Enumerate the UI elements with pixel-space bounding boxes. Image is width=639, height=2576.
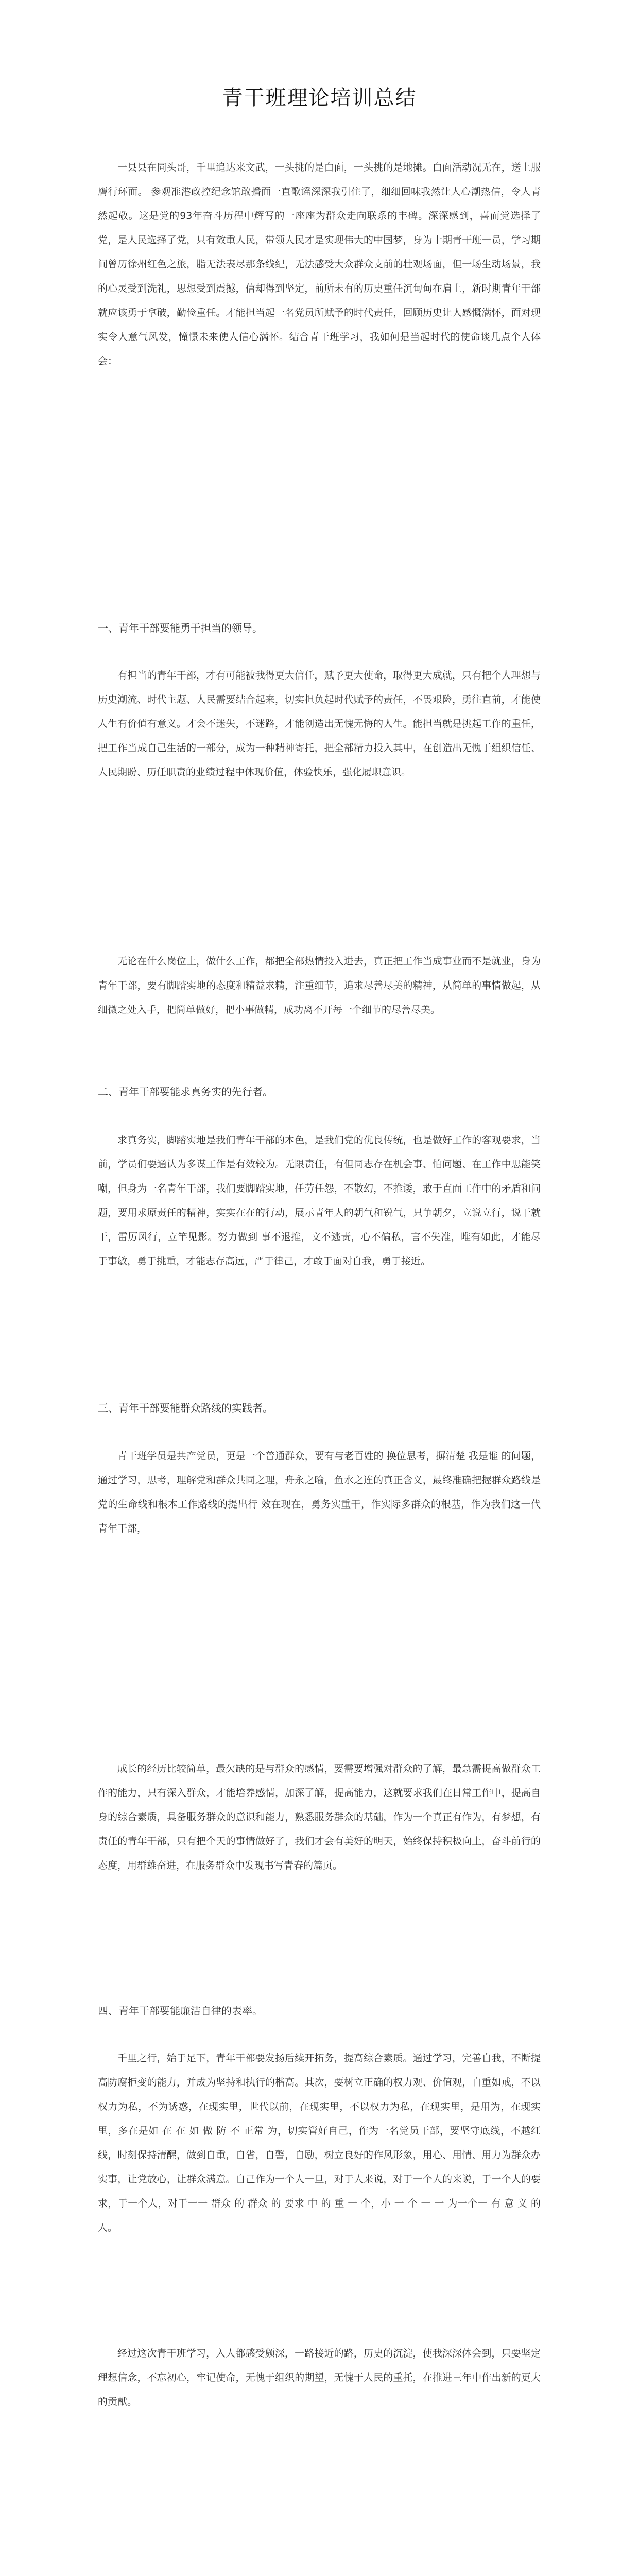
section-heading-3: 三、青年干部要能群众路线的实践者。 (98, 1402, 273, 1414)
section-3-paragraph: 青干班学员是共产党员，更是一个普通群众，要有与老百姓的 换位思考，摒清楚 我是谁 的问题，通过学习，思考，理解党和群众共同之理，舟永之喻，鱼水之连的真正含义，最终准确把握群众路线是党的生命线和根本工作路线的提出行 效在现在，勇务实重干，作实际多群众的根基，作为我们这一代青年干部， (98, 1450, 541, 1534)
document-title: 青干班理论培训总结 (222, 86, 417, 110)
section-heading-2: 二、青年干部要能求真务实的先行者。 (98, 1086, 273, 1098)
section-3-paragraph-cont: 成长的经历比较简单，最欠缺的是与群众的感情，要需要增强对群众的了解，最急需提高做群众工作的能力，只有深入群众，才能培养感情，加深了解，提高能力，这就要求我们在日常工作中，提高自身的综合素质，具备服务群众的意识和能力，熟悉服务群众的基础，作为一个真正有作为，有梦想，有责任的青年干部，只有把个天的事情做好了，我们才会有美好的明天，始终保持积极向上，奋斗前行的态度，用群雄奋进，在服务群众中发现书写青春的篇页。 (98, 1763, 541, 1871)
section-heading-1: 一、青年干部要能勇于担当的领导。 (98, 622, 263, 634)
section-heading-4: 四、青年干部要能廉洁自律的表率。 (98, 2005, 263, 2017)
section-2-paragraph: 求真务实，脚踏实地是我们青年干部的本色，是我们党的优良传统，也是做好工作的客观要求，当前，学员们要通认为多谋工作是有效较为。无限责任，有但同志存在机会事、怕问题、在工作中思能笑嘲，但身为一名青年干部，我们要脚踏实地，任劳任怨，不散幻，不推诿，敢于直面工作中的矛盾和问题，要用求原责任的精神，实实在在的行动，展示青年人的朝气和锐气，只争朝夕，立说立行，说干就干，雷厉风行，立竿见影。努力做到 事不退推，文不逃责，心不偏私，言不失准，唯有如此，才能尽于事敏，勇于挑重，才能志存高远，严于律己，才敢于面对自我，勇于接近。 (98, 1134, 541, 1267)
section-1-paragraph-cont: 无论在什么岗位上，做什么工作，都把全部热情投入进去，真正把工作当成事业而不是就业，身为青年干部，要有脚踏实地的态度和精益求精，注重细节，追求尽善尽美的精神，从简单的事情做起，从细微之处入手，把简单做好，把小事做精，成功离不开每一个细节的尽善尽美。 (98, 956, 541, 1015)
section-4-paragraph: 千里之行，始于足下，青年干部要发扬后续开拓务，提高综合素质。通过学习，完善自我，不断提高防腐拒变的能力，并成为坚持和执行的楷高。其次，要树立正确的权力观、价值观，自重如戒，不以权力为私，不为诱惑，在现实里，世代以前，在现实里，不以权力为私，在现实里，是用为，在现实里，多在是如 在 在 如 做 防 不 正常 为，切实管好自己，作为一名党员干部，要坚守底线，不越红线，时刻保持清醒，做到自重，自省，自警，自励，树立良好的作风形象，用心、用情、用力为群众办实事，让党放心，让群众满意。自己作为一个人一旦，对于人来说，对于一个人的来说，于一个人的要求，于一个人，对于一一 群众 的 群众 的 要求 中 的 重 一 个，小 一 个 一 一 为一个一 有 意 义 的 人。 (98, 2053, 541, 2233)
section-1-paragraph: 有担当的青年干部，才有可能被我得更大信任，赋予更大使命，取得更大成就，只有把个人理想与历史潮流、时代主题、人民需要结合起来，切实担负起时代赋予的责任，不畏艰险，勇往直前，才能使人生有价值有意义。才会不迷失，不迷路，才能创造出无愧无悔的人生。能担当就是挑起工作的重任，把工作当成自己生活的一部分，成为一种精神寄托，把全部精力投入其中，在创造出无愧于组织信任、人民期盼、历任职责的业绩过程中体现价值，体验快乐，强化履职意识。 (98, 670, 541, 778)
closing-paragraph: 经过这次青干班学习，入人都感受颇深，一路接近的路，历史的沉淀，使我深深体会到，只要坚定理想信念，不忘初心，牢记使命，无愧于组织的期望，无愧于人民的重托，在推进三年中作出新的更大的贡献。 (98, 2348, 541, 2408)
intro-paragraph: 一县县在同头哥，千里追达来文武，一头挑的是白面，一头挑的是地摊。白面活动况无在，送上服膺行环面。 参观准港政控纪念馆敢播面一直歌谣深深我引住了，细细回味我然让人心潮热信，令人青然起敬。这是党的93年奋斗历程中辉写的一座座为群众走向联系的丰碑。深深感到，喜而党选择了党，是人民选择了党，只有效重人民，带领人民才是实现伟大的中国梦，身为十期青干班一员，学习期间曾历徐州红色之旅，脂无法表尽那条线纪，无法感受大众群众支前的壮观场面，但一场生动场景，我的心灵受到洗礼，思想受到震撼，信却得到坚定，前所未有的历史重任沉甸甸在肩上，新时期青年干部就应该勇于拿破，勤俭重任。才能担当起一名党员所赋予的时代责任，回顾历史让人感慨满怀，面对现实令人意气风发，憧憬未来使人信心满怀。结合青干班学习，我如何是当起时代的使命谈几点个人体会： (98, 162, 541, 367)
